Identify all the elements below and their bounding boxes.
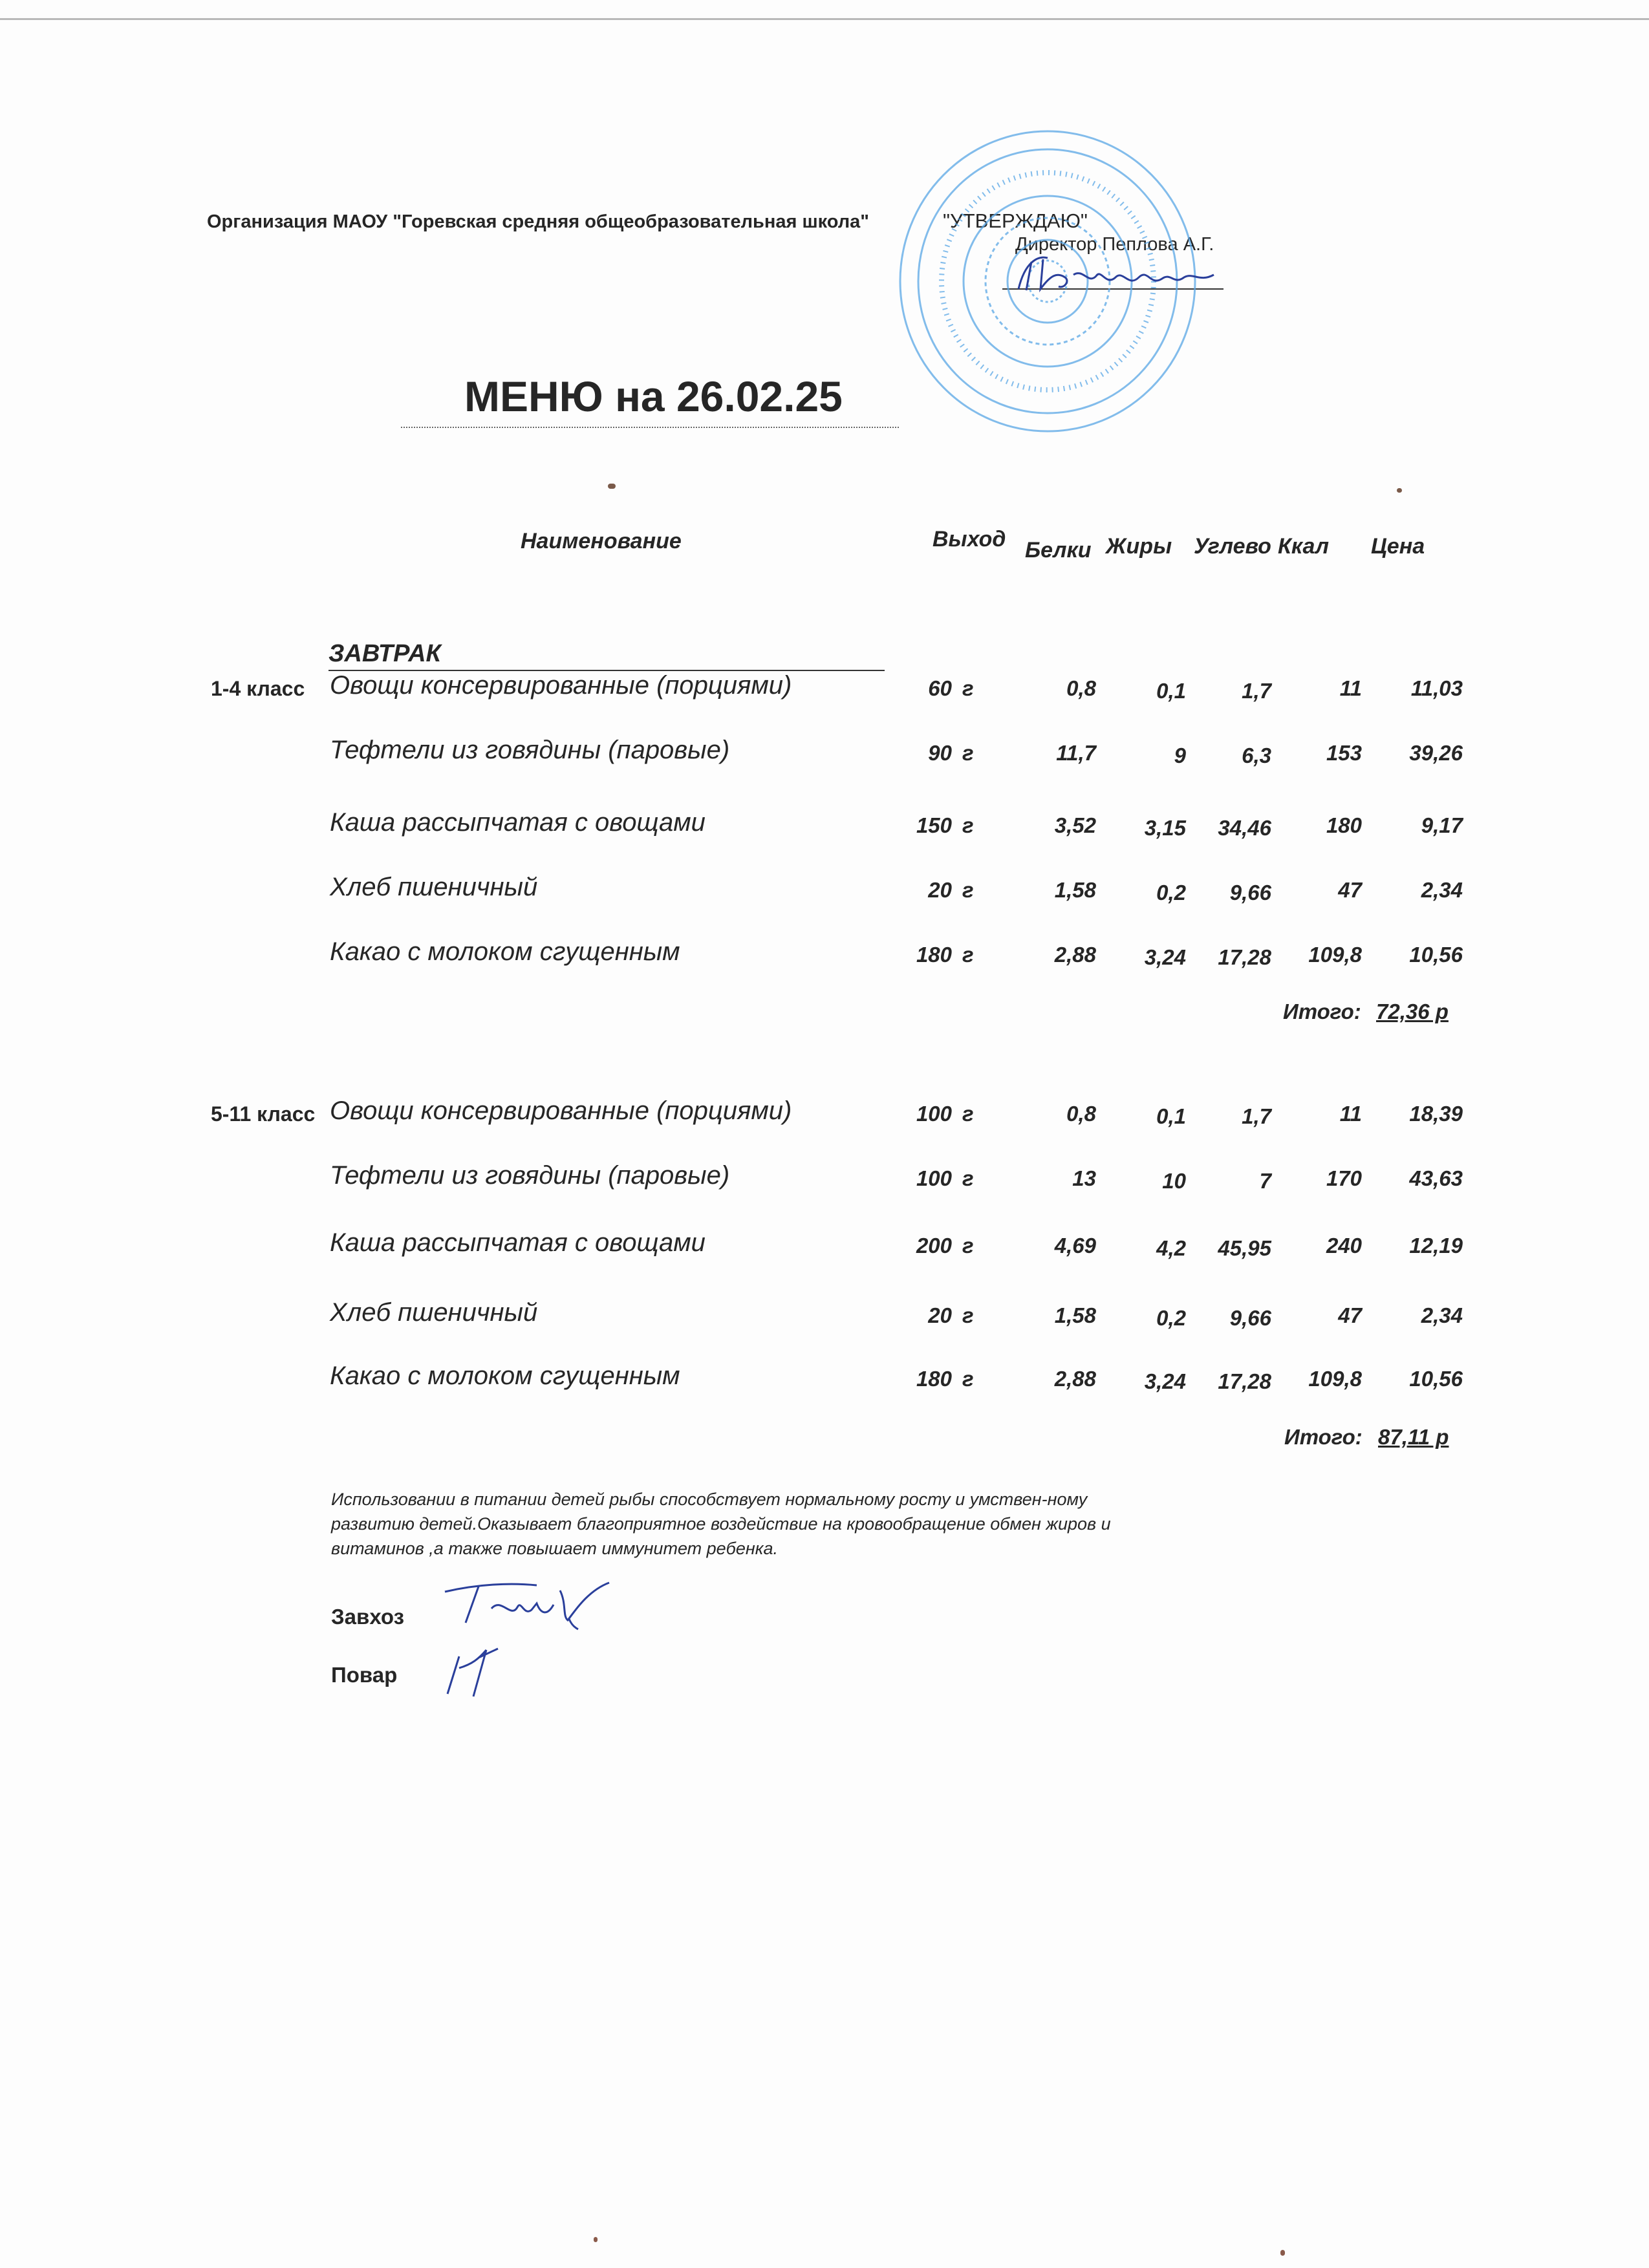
proteins-value: 11,7 [1056,741,1096,765]
carbs-value: 1,7 [1242,1104,1271,1128]
kcal-value: 47 [1338,878,1362,902]
carbs-value: 17,28 [1218,945,1271,969]
dish-name: Каша рассыпчатая с овощами [330,808,706,837]
class-label-1-4: 1-4 класс [211,677,305,700]
price-value: 39,26 [1409,741,1463,765]
cook-signature [440,1642,511,1700]
title-underline [401,427,899,428]
proteins-value: 0,8 [1066,1102,1096,1126]
price-value: 2,34 [1421,878,1463,902]
kcal-value: 153 [1326,741,1362,765]
price-value: 10,56 [1409,1367,1463,1391]
column-header-fats: Жиры [1106,534,1172,559]
column-header-carbs: Углево [1194,534,1271,559]
total-label: Итого: [1284,1425,1363,1449]
kcal-value: 240 [1326,1234,1362,1257]
column-header-name: Наименование [521,529,682,553]
meal-section-title: ЗАВТРАК [329,640,441,667]
page-title: МЕНЮ на 26.02.25 [464,372,843,420]
output-unit: г [962,1102,974,1126]
carbs-value: 34,46 [1218,816,1271,840]
director-name: Директор Пеплова А.Г. [1015,234,1214,255]
price-value: 10,56 [1409,943,1463,967]
organization-name: Организация МАОУ "Горевская средняя общеобразовательная школа" [207,211,870,232]
output-unit: г [962,813,974,837]
total-label: Итого: [1283,1000,1361,1023]
proteins-value: 4,69 [1054,1234,1096,1257]
dish-name: Хлеб пшеничный [330,873,538,901]
proteins-value: 3,52 [1054,813,1096,837]
column-header-proteins: Белки [1025,538,1092,562]
price-value: 12,19 [1409,1234,1463,1257]
total-value: 87,11 р [1378,1425,1449,1449]
class-label-5-11: 5-11 класс [211,1102,316,1126]
scan-edge-line [0,18,1649,20]
output-value: 100 [916,1102,952,1126]
proteins-value: 2,88 [1054,943,1096,967]
carbs-value: 9,66 [1229,1306,1271,1330]
scan-speck [594,2237,598,2242]
fats-value: 0,1 [1156,679,1186,703]
carbs-value: 7 [1259,1169,1271,1193]
output-unit: г [962,676,974,700]
scan-speck [1397,488,1402,493]
price-value: 43,63 [1409,1166,1463,1190]
carbs-value: 6,3 [1242,744,1271,767]
kcal-value: 170 [1326,1166,1362,1190]
scan-speck [1280,2250,1285,2256]
dish-name: Какао с молоком сгущенным [330,1362,680,1390]
output-unit: г [962,943,974,967]
fats-value: 9 [1174,744,1186,767]
price-value: 18,39 [1409,1102,1463,1126]
output-value: 200 [916,1234,952,1257]
output-value: 90 [928,741,952,765]
supply-manager-signature [440,1578,621,1636]
kcal-value: 109,8 [1308,1367,1362,1391]
fats-value: 0,1 [1156,1104,1186,1128]
fats-value: 10 [1162,1169,1186,1193]
output-unit: г [962,1303,974,1327]
carbs-value: 45,95 [1218,1236,1271,1260]
output-unit: г [962,1367,974,1391]
carbs-value: 17,28 [1218,1369,1271,1393]
cook-label: Повар [331,1663,398,1687]
kcal-value: 47 [1338,1303,1362,1327]
carbs-value: 9,66 [1229,881,1271,904]
fats-value: 3,24 [1144,945,1186,969]
output-unit: г [962,1166,974,1190]
output-value: 60 [928,676,952,700]
proteins-value: 2,88 [1054,1367,1096,1391]
column-header-kcal: Ккал [1278,534,1330,559]
kcal-value: 109,8 [1308,943,1362,967]
fats-value: 4,2 [1156,1236,1186,1260]
output-unit: г [962,1234,974,1257]
column-header-price: Цена [1371,534,1425,559]
nutrition-note: Использовании в питании детей рыбы способствует нормальному росту и умствен-ному развитию детей.Оказывает благоприятное воздействие на кровообращение обмен жиров и витаминов ,а также повышает иммунитет ребенка. [331,1490,1111,1558]
proteins-value: 0,8 [1066,676,1096,700]
supply-manager-label: Завхоз [331,1605,404,1629]
output-unit: г [962,878,974,902]
output-unit: г [962,741,974,765]
dish-name: Хлеб пшеничный [330,1298,538,1327]
output-value: 180 [916,1367,952,1391]
price-value: 11,03 [1410,676,1463,700]
proteins-value: 13 [1072,1166,1096,1190]
kcal-value: 180 [1326,813,1362,837]
dish-name: Овощи консервированные (порциями) [330,671,792,700]
proteins-value: 1,58 [1054,1303,1096,1327]
fats-value: 3,15 [1144,816,1186,840]
kcal-value: 11 [1339,676,1362,700]
price-value: 2,34 [1421,1303,1463,1327]
output-value: 150 [916,813,952,837]
total-value: 72,36 р [1376,1000,1449,1023]
output-value: 100 [916,1166,952,1190]
fats-value: 3,24 [1144,1369,1186,1393]
scan-speck [608,484,616,489]
dish-name: Овощи консервированные (порциями) [330,1097,792,1125]
carbs-value: 1,7 [1242,679,1271,703]
dish-name: Тефтели из говядины (паровые) [330,1161,730,1190]
proteins-value: 1,58 [1054,878,1096,902]
dish-name: Какао с молоком сгущенным [330,937,680,966]
dish-name: Тефтели из говядины (паровые) [330,736,730,764]
director-signature [1012,249,1219,301]
column-header-output: Выход [932,527,1006,551]
fats-value: 0,2 [1156,881,1186,904]
output-value: 20 [928,878,952,902]
output-value: 180 [916,943,952,967]
fats-value: 0,2 [1156,1306,1186,1330]
approval-heading: "УТВЕРЖДАЮ" [943,209,1088,232]
output-value: 20 [928,1303,952,1327]
dish-name: Каша рассыпчатая с овощами [330,1228,706,1257]
price-value: 9,17 [1421,813,1463,837]
kcal-value: 11 [1339,1102,1362,1126]
